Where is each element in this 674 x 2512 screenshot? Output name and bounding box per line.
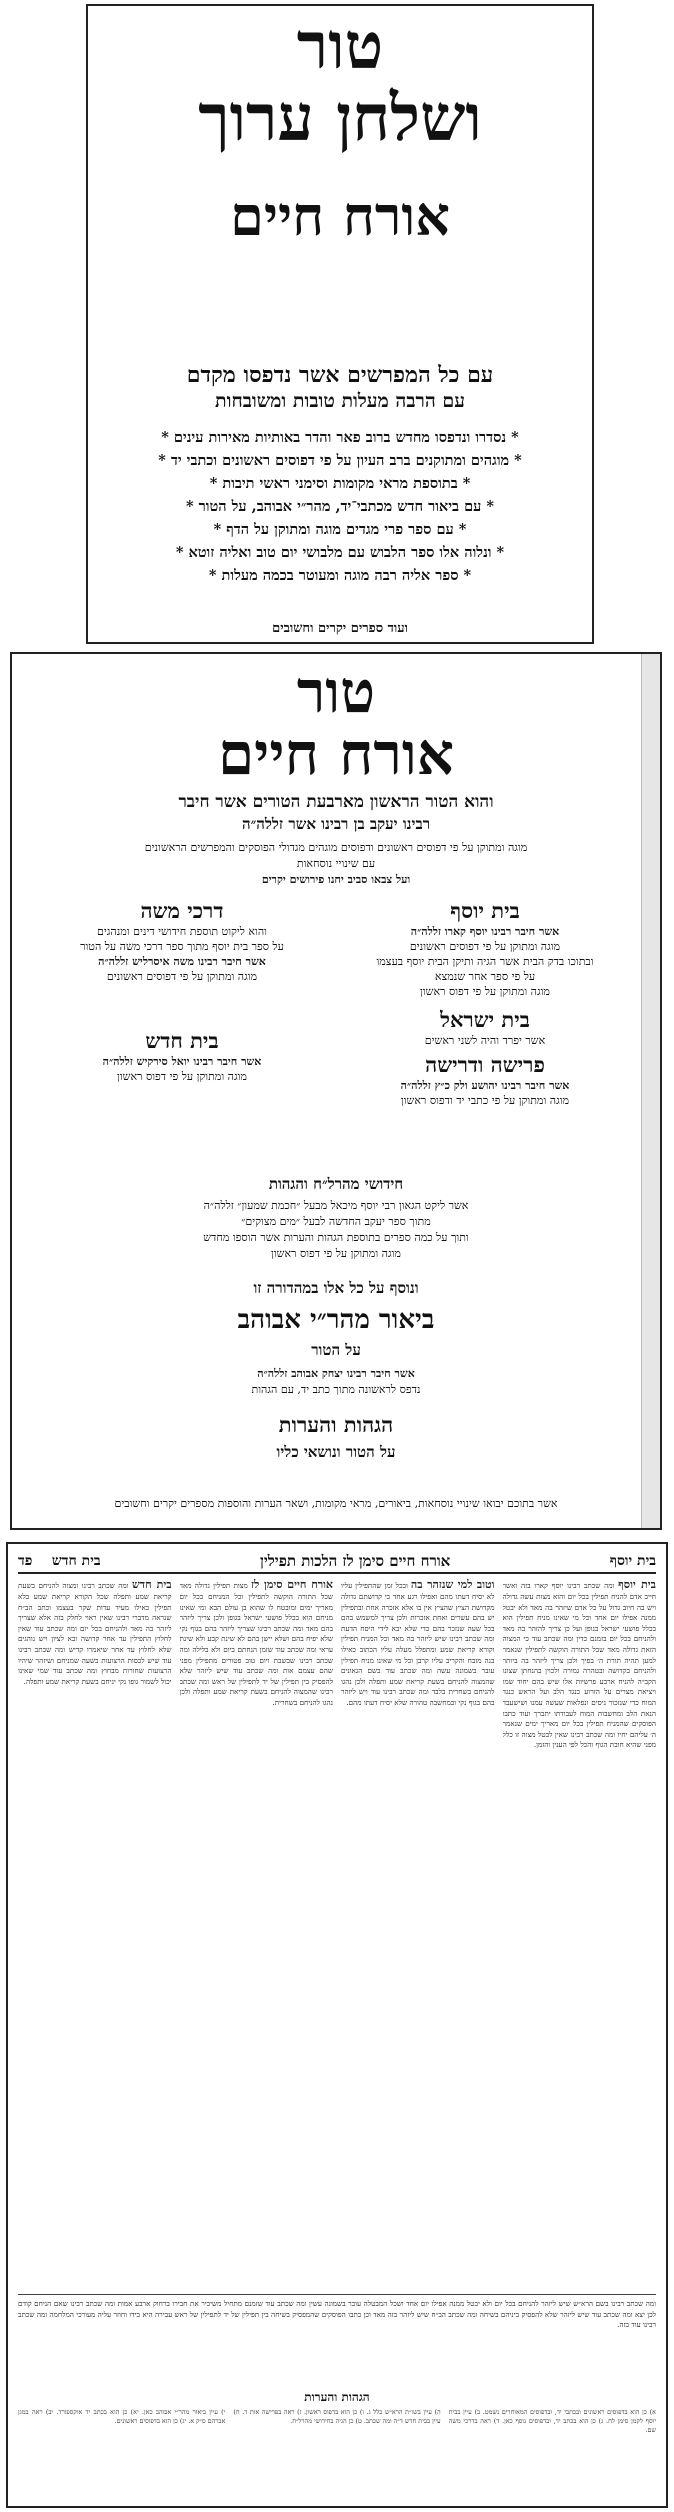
page2-desc-4: עם שינויי נוסחאות bbox=[296, 857, 376, 870]
header-left-label: בית חדש bbox=[51, 1552, 101, 1569]
features-list bbox=[102, 426, 578, 587]
right-column bbox=[340, 898, 630, 1108]
header-center: אורח חיים סימן לז הלכות תפילין bbox=[260, 1551, 451, 1570]
page2-desc-3: מוגה ומתוקן על פי דפוסים ראשונים ודפוסים מוגהים מגדולי הפוסקים והמפרשים הראשונים bbox=[144, 841, 528, 854]
page2-desc-5: ועל צבאו סביב יחנו פירושים יקרים bbox=[261, 873, 411, 886]
notes-columns bbox=[18, 2408, 656, 2504]
darkei-moshe-line: והוא ליקוט תוספת חידושי דינים ומנהגים bbox=[97, 925, 267, 938]
notes-column: א) כן הוא בדפוסים ראשונים ובכתבי יד, ובדפוסים המאוחרים נשמט. ב) עיין בבית יוסף לקמן סימן לח. ג) כן הוא בכתב יד, ובדפוסים נוסף כאן. ד) ראה בדרכי משה שם. bbox=[448, 2408, 656, 2434]
column-text: ומה שכתב רבינו ומצוה להניחם בשעת קריאת שמע ותפלה שכל הקורא קריאת שמע בלא תפילין כאילו מעיד עדות שקר בעצמו וכתב הב״ח שנראה מדברי רבינו שאין ראוי לחלק בזה אלא שצריך ליזהר בה מאד ולהניחם בכל יום ומה שכתב עוד שאין לחלוץ התפילין עד אחר קדושה ובא לציון ויש נוהגים שלא לחלוץ עד אחר שיאמרו קדיש ומה שכתב רבינו עוד שיש לכסות הרצועות בשעה שמניחם ושיזהר שיהיו הרצועות שחורות מבחוץ ומה שכתב עוד שמי שאינו יכול לשמור גופו נקי יניחם בשעת קריאת שמע ותפלה. bbox=[18, 1581, 172, 1686]
prisha-title: פרישה ודרישה bbox=[425, 1052, 545, 1077]
beit-yosef-line: על פי ספר אחר שנמצא bbox=[434, 970, 536, 983]
notes-sub: על הטור ונושאי כליו bbox=[276, 1443, 396, 1461]
maharlach-line: ותוך על כמה ספרים בתוספת הגהות והערות אשר הוספו מחדש bbox=[203, 1231, 469, 1244]
page2-title-line-2: אורח חיים bbox=[217, 720, 455, 788]
page2-desc-2: רבינו יעקב בן רבינו אשר זללה״ה bbox=[241, 815, 431, 833]
running-header bbox=[18, 1550, 656, 1574]
beit-yosef-line: אשר חיבר רבינו יוסף קארו זללה״ה bbox=[410, 925, 560, 938]
lower-text-block: ומה שכתב רבינו בשם הרא״ש שיש ליזהר להניחם בכל יום ולא יבטל ממנה אפילו יום אחד ושכל המבטלה עובר בשמונה עשין ומה שכתב עוד שזמנם מתחיל משיכיר את חבירו ברחוק ארבע אמות ומה שכתב רבינו שאם הניחם קודם לכן יצא ומה שכתב עוד שיש ליזהר שלא להפסיק ביניהם בשיחה ומה שכתב הב״ח שיש ליזהר בזה מאד וכן כתבו הפוסקים שהמפסיק בשיחה בין תפילין של יד לתפילין של ראש עבירה היא בידו וחוזר עליה מעורכי המלחמה ומה שכתב רבינו עוד בזה. bbox=[18, 2294, 656, 2379]
page2-bottom-line: אשר בתוכם יבואו שינויי נוסחאות, ביאורים, מראי מקומות, ושאר הערות והוספות מספרים יקרים וחשובים bbox=[114, 1497, 558, 1510]
feature-item: * עם ספר פרי מגדים מוגה ומתוקן על הדף * bbox=[213, 521, 467, 538]
notes-section-title: הגהות והערות bbox=[304, 2390, 370, 2404]
beit-yosef-line: מוגה ומתוקן על פי דפוסים ראשונים bbox=[409, 940, 561, 953]
prisha-line: מוגה ומתוקן על פי כתבי יד ודפוס ראשון bbox=[400, 1094, 570, 1107]
darkei-moshe-line: אשר חיבר רבינו משה איסרליש זללה״ה bbox=[98, 955, 266, 968]
notes-column: י) עיין ביאור מהר״י אבוהב כאן. יא) כן הוא בכתב יד אוקספורד. יב) ראה במגן אברהם ס״ק א. יג) כן הוא בדפוסים ראשונים. bbox=[18, 2408, 226, 2425]
maharlach-line: מוגה ומתוקן על פי דפוס ראשון bbox=[271, 1247, 401, 1260]
title-line-1: טור bbox=[296, 9, 384, 84]
biur-sub: על הטור bbox=[311, 1341, 361, 1359]
column-text: ובכל זמן שהתפילין עליו לא יסיח דעתו מהם ואפילו רגע אחד כי קדושתם גדולה מקדושת הציץ שהציץ אין בו אלא אזכרה אחת ובתפילין יש בהם עשרים ואחת אזכרות ולכן צריך למשמש בהם בכל שעה שנזכר בהם כדי שלא יבא לידי היסח הדעת ומה שכתב רבינו שיש ליזהר בה מאד וכל המניח תפילין וקורא קריאת שמע ומתפלל מעלה עליו הכתוב כאילו בנה מזבח והקריב עליו קרבן וכל מי שאינו מניח תפילין עובר בשמונה עשה ומה שכתב עוד בשם הגאונים שהמצוה להניחם בשעת קריאת שמע ותפלה ולכן נהגו להניחם בשחרית בלבד ומה שכתב רבינו עוד ויש ליזהר בהם בגוף נקי ובמחשבה טהורה שלא יסיח דעתו מהם. bbox=[341, 1581, 495, 1707]
page2-desc-1: והוא הטור הראשון מארבעת הטורים אשר חיבר bbox=[178, 792, 494, 812]
bach-title: בית חדש bbox=[145, 1028, 219, 1053]
column-head: אורח חיים סימן לז bbox=[251, 1578, 333, 1591]
feature-item: * ספר אליה רבה מוגה ומעוטר בכמה מעלות * bbox=[208, 567, 472, 584]
feature-item: * ונלוה אלו ספר הלבוש עם מלבושי יום טוב ואליה זוטא * bbox=[175, 544, 505, 561]
bach-line: מוגה ומתוקן על פי דפוס ראשון bbox=[117, 1070, 247, 1083]
biur-line: אשר חיבר רבינו יצחק אבוהב זללה״ה bbox=[257, 1367, 415, 1380]
darkei-moshe-title: דרכי משה bbox=[140, 898, 224, 923]
feature-item: * מוגהים ומתוקנים ברב העיון על פי דפוסים ראשונים וכתבי יד * bbox=[158, 452, 522, 469]
page1-footer: ועוד ספרים יקרים וחשובים bbox=[272, 621, 408, 636]
title-page-2 bbox=[10, 652, 662, 1530]
subtitle-line-2: עם הרבה מעלות טובות ומשובחות bbox=[215, 390, 465, 412]
addition-line: ונוסף על כל אלו במהדורה זו bbox=[253, 1279, 419, 1297]
header-left bbox=[18, 1553, 101, 1570]
beit-yosef-line: ובתוכו בדק הבית אשר הגיה ותיקן הבית יוסף בעצמו bbox=[376, 955, 594, 968]
title-line-2: ושלחן ערוך bbox=[198, 81, 482, 156]
subtitle-line-1: עם כל המפרשים אשר נדפסו מקדם bbox=[186, 362, 494, 388]
prisha-line: אשר חיבר רבינו יהושע ולק כ״ץ זללה״ה bbox=[400, 1079, 570, 1092]
title-line-3: אורח חיים bbox=[230, 184, 450, 248]
column-text: מצות תפילין גדולה מאד שכל התורה הוקשה לתפילין וכל המניחם בכל יום מאריך ימים ומובטח לו שהוא בן עולם הבא ומי שאינו מניחם הוא בכלל פושעי ישראל בגופן ולכן צריך ליזהר בהם מאד ומה שכתב רבינו שצריך ליזהר בהם בגוף נקי שלא יפיח בהם ושלא יישן בהם לא שינת קבע ולא שינת עראי ומה שכתב עוד שזמן הנחתם ביום ולא בלילה ומה שכתב רבינו שבשבת ויום טוב פטורים מתפילין מפני שהם עצמם אות ומה שכתב עוד שיש ליזהר שלא להפסיק בין תפילין של יד לתפילין של ראש ומה שכתב רבינו שהמצוה להניחם בשעת קריאת שמע ותפלה ולכן נהגו להניחם בשחרית. bbox=[179, 1581, 333, 1707]
text-page bbox=[6, 1542, 668, 2508]
bach-line: אשר חיבר רבינו יואל סירקיש זללה״ה bbox=[102, 1055, 262, 1068]
maharlach-title: חידושי מהרל״ח והגהות bbox=[268, 1175, 404, 1193]
column-head: בית יוסף bbox=[618, 1578, 656, 1591]
feature-item: * עם ביאור חדש מכתבי־יד, מהר״י אבוהב, על הטור * bbox=[186, 498, 494, 515]
left-column bbox=[32, 898, 332, 1084]
feature-item: * נסדרו ונדפסו מחדש ברוב פאר והדר באותיות מאירות עינים * bbox=[161, 429, 519, 446]
beit-yisrael-line: אשר יפרד והיה לשני ראשים bbox=[424, 1034, 546, 1047]
notes-title: הגהות והערות bbox=[278, 1412, 394, 1437]
maharlach-line: מתוך ספר יעקב החדשה לבעל ״מים מצוקים״ bbox=[241, 1215, 431, 1228]
beit-yosef-line: מוגה ומתוקן על פי דפוס ראשון bbox=[420, 985, 550, 998]
notes-column: ה) עיין בשו״ת הרא״ש כלל ג. ו) כן הוא בדפוס ראשון. ז) ראה בפרישה אות ד. ח) עיין בבית חדש ד״ה ומה שכתב. ט) כן הגיה בחידושי מהרל״ח. bbox=[233, 2408, 441, 2425]
beit-yosef-title: בית יוסף bbox=[450, 898, 520, 923]
page2-title-line-1: טור bbox=[296, 658, 376, 726]
text-columns bbox=[18, 1578, 656, 2288]
column-text: ומה שכתב רבינו יוסף קארו בזה ואשר חייב אדם להניח תפילין בכל יום והוא מצות עשה גדולה ויש בה חיוב גדול על כל אדם שיזהר בה מאד ולא יבטל ממנה אפילו יום אחד וכל מי שאינו מניח תפילין הוא בכלל פושעי ישראל בגופן ועל כן צריך להזהר בה מאד ולהניחם בכל יום בזמנם כדין ומה שכתב עוד כי המצוה הזאת גדולה מאד שכל התורה הוקשה לתפילין שנאמר למען תהיה תורת ה׳ בפיך ולכן צריך ליזהר בה ביותר ולהניחם בקדושה ובטהרה גמורה ולכוין בהנחתן שצונו הקב״ה להניח ארבע פרשיות אלו שיש בהם יחוד שמו ויציאת מצרים על הזרוע כנגד הלב ועל הראש כנגד המוח כדי שנזכור ניסים ונפלאות שעשה עמנו ושישעבד הנאת הלב ומחשבות המוח לעבודתו יתברך ועוד כתבו הפוסקים שהמניח תפילין בכל יום מאריך ימים שנאמר ה׳ עליהם יחיו ומה שכתב רבינו שאין לבטל מצוה זו כלל מפני שהיא חובת הגוף והכל לפי הענין והזמן. bbox=[502, 1581, 656, 1750]
title-page-1 bbox=[86, 4, 594, 644]
column-head: וטוב למי שנזהר בה bbox=[410, 1578, 495, 1591]
text-column bbox=[180, 1578, 334, 2288]
feature-item: * בתוספת מראי מקומות וסימני ראשי תיבות * bbox=[209, 475, 471, 492]
biur-line: נדפס לראשונה מתוך כתב יד, עם הגהות bbox=[251, 1383, 421, 1396]
header-right: בית יוסף bbox=[609, 1552, 656, 1569]
darkei-moshe-line: על ספר בית יוסף מתוך ספר דרכי משה על הטור bbox=[80, 940, 284, 953]
beit-yisrael-title: בית ישראל bbox=[440, 1007, 530, 1032]
text-column bbox=[341, 1578, 495, 2288]
biur-title: ביאור מהר״י אבוהב bbox=[237, 1305, 435, 1335]
page-number: פד bbox=[18, 1552, 33, 1569]
maharlach-line: אשר ליקט הגאון רבי יוסף מיכאל מבעל ״חכמת שמעון״ זללה״ה bbox=[203, 1199, 469, 1212]
darkei-moshe-line: מוגה ומתוקן על פי דפוסים ראשונים bbox=[106, 970, 258, 983]
text-column bbox=[18, 1578, 172, 2288]
column-head: בית חדש bbox=[131, 1578, 172, 1591]
text-column bbox=[503, 1578, 657, 2288]
